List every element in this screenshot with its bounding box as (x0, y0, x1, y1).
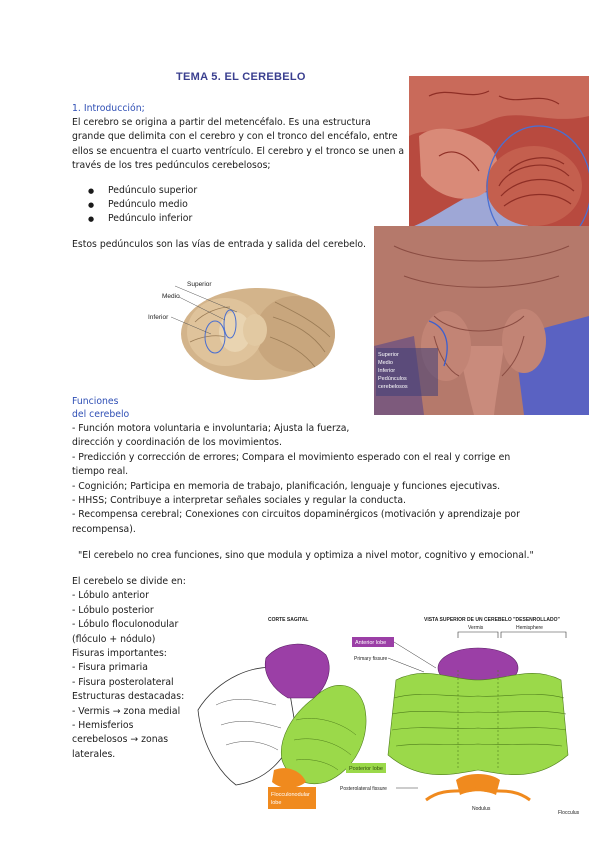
brain-sagittal-photo (409, 76, 589, 228)
list-item: cerebelosos → zonas (72, 734, 169, 746)
list-item: (flóculo + nódulo) (72, 633, 156, 645)
intro-heading: 1. Introducción; (72, 103, 145, 114)
list-item: - Fisura primaria (72, 662, 148, 674)
caption-line: Medio (378, 360, 393, 366)
list-item: - Hemisferios (72, 720, 134, 732)
intro-line: El cerebro se origina a partir del metencéfalo. Es una estructura (72, 117, 371, 128)
intro-line: grande que delimita con el cerebro y con el tronco del encéfalo, entre (72, 131, 398, 143)
list-item: - Cognición; Participa en memoria de trabajo, planificación, lenguaje y funciones ejecutivas. (72, 480, 501, 492)
list-item: - HHSS; Contribuye a interpretar señales sociales y regular la conducta. (72, 495, 407, 507)
list-item: - Lóbulo floculonodular (72, 619, 179, 631)
diagram-right-title: VISTA SUPERIOR DE UN CEREBELO "DESENROLLADO" (424, 617, 560, 623)
label-primary-fissure: Primary fissure (354, 656, 388, 662)
list-item: dirección y coordinación de los movimientos. (72, 437, 282, 449)
peduncles-note: Estos pedúnculos son las vías de entrada y salida del cerebelo. (72, 239, 366, 250)
brainstem-photo (374, 226, 589, 415)
functions-heading: Funciones (72, 396, 119, 407)
label-posterior-lobe: Posterior lobe (349, 766, 383, 772)
label-hemisphere: Hemisphere (516, 625, 543, 631)
peduncle-list (72, 184, 197, 227)
functions-subheading: del cerebelo (72, 409, 130, 420)
label-flocculus: Flocculus (558, 810, 580, 816)
list-item: ● Pedúnculo inferior (72, 212, 197, 226)
list-item: - Predicción y corrección de errores; Compara el movimiento esperado con el real y corrige en (72, 451, 511, 463)
list-item: - Lóbulo anterior (72, 590, 149, 602)
label-flocc-2: lobe (271, 800, 282, 806)
list-item: ● Pedúnculo superior (72, 184, 197, 198)
intro-line: ellos se encuentra el cuarto ventrículo. El cerebro y el tronco se unen a (72, 145, 405, 157)
diagram-left-title: CORTE SAGITAL (268, 617, 309, 623)
label-superior: Superior (187, 281, 212, 288)
divisions-list (72, 575, 197, 762)
list-item: - Función motora voluntaria e involuntaria; Ajusta la fuerza, (72, 423, 350, 434)
list-item: recompensa). (72, 523, 136, 535)
label-nodulus: Nodulus (472, 806, 491, 812)
page-title: TEMA 5. EL CEREBELO (176, 71, 306, 83)
list-item: Fisuras importantes: (72, 648, 167, 660)
cerebellum-diagram (196, 610, 592, 820)
caption-line: Pedúnculos (378, 376, 407, 382)
cerebellum-photo (145, 262, 345, 386)
quote: "El cerebelo no crea funciones, sino que modula y optimiza a nivel motor, cognitivo y emocional." (78, 550, 534, 561)
label-posterolateral-fissure: Posterolateral fissure (340, 786, 387, 792)
intro-line: través de los tres pedúnculos cerebelosos; (72, 160, 271, 172)
label-anterior-lobe: Anterior lobe (355, 640, 387, 646)
list-item: - Lóbulo posterior (72, 604, 154, 616)
functions-list (72, 422, 532, 537)
label-medio: Medio (162, 293, 180, 300)
list-item: tiempo real. (72, 466, 129, 478)
label-vermis: Vermis (468, 625, 484, 631)
label-flocc-1: Flocculonodular (271, 792, 310, 798)
list-item: - Recompensa cerebral; Conexiones con circuitos dopaminérgicos (motivación y aprendizaje por (72, 509, 520, 521)
list-item: - Fisura posterolateral (72, 676, 174, 688)
label-inferior: Inferior (148, 314, 169, 321)
list-item: laterales. (72, 748, 116, 760)
caption-line: cerebelosos (378, 384, 408, 390)
list-item: El cerebelo se divide en: (72, 576, 186, 587)
caption-line: Inferior (378, 368, 396, 374)
intro-paragraph (72, 116, 412, 174)
caption-line: Superior (378, 352, 399, 358)
list-item: - Vermis → zona medial (72, 705, 181, 717)
list-item: Estructuras destacadas: (72, 691, 185, 703)
list-item: ● Pedúnculo medio (72, 198, 197, 212)
